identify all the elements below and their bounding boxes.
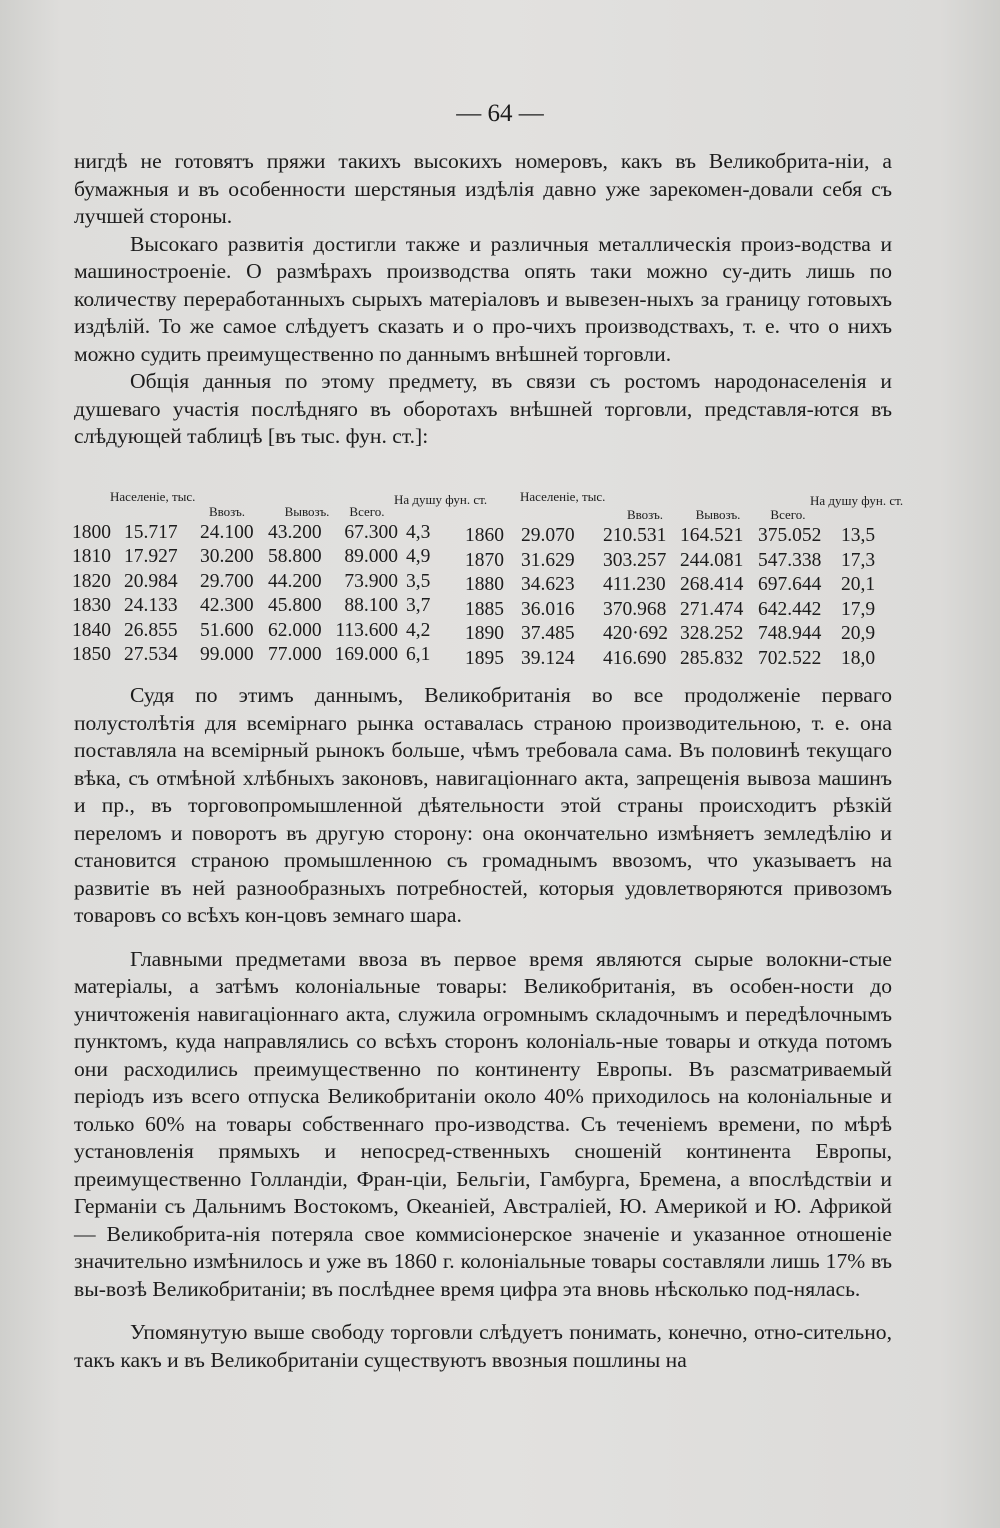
table-row xyxy=(72,546,462,570)
table-cell-imp: 51.600 xyxy=(200,619,254,641)
paragraph: Общія данныя по этому предмету, въ связи съ ростомъ народонаселенія и душеваго участія послѣдняго въ оборотахъ внѣшней торговли, представля-ются въ слѣдующей таблицѣ [въ тыс. фун. ст.]: xyxy=(74,369,892,448)
table-cell-imp: 29.700 xyxy=(200,570,254,592)
table-row xyxy=(72,571,462,595)
header-imports: Ввозъ. xyxy=(208,504,246,519)
header-population: Населеніе, тыс. xyxy=(520,489,606,504)
table-cell-year: 1810 xyxy=(72,546,111,568)
header-total: Всего. xyxy=(349,504,385,519)
table-cell-exp: 62.000 xyxy=(268,619,322,641)
table-cell-pop: 27.534 xyxy=(124,644,178,665)
table-cell-tot: 702.522 xyxy=(758,648,822,669)
table-cell-pc: 17,9 xyxy=(841,598,876,620)
table-cell-year: 1895 xyxy=(465,648,504,669)
table-cell-imp: 416.690 xyxy=(603,648,667,669)
table-cell-tot: 88.100 xyxy=(344,595,398,617)
table-cell-pc: 4,2 xyxy=(406,619,431,641)
table-cell-exp: 77.000 xyxy=(268,644,322,665)
table-cell-year: 1820 xyxy=(72,570,111,592)
table-row xyxy=(72,620,462,644)
table-cell-pop: 37.485 xyxy=(521,623,575,645)
table-row xyxy=(72,595,462,619)
table-cell-tot: 169.000 xyxy=(334,644,398,665)
table-cell-pop: 15.717 xyxy=(124,522,178,543)
table-cell-exp: 244.081 xyxy=(680,549,744,571)
table-cell-exp: 45.800 xyxy=(268,595,322,617)
table-cell-pc: 3,7 xyxy=(406,595,431,617)
table-cell-year: 1800 xyxy=(72,522,111,543)
table-row xyxy=(465,550,895,574)
table-cell-exp: 328.252 xyxy=(680,623,744,645)
table-cell-imp: 303.257 xyxy=(603,549,667,571)
table-cell-imp: 411.230 xyxy=(603,574,666,596)
header-total: Всего. xyxy=(770,507,806,522)
table-cell-year: 1890 xyxy=(465,623,504,645)
table-cell-tot: 642.442 xyxy=(758,598,822,620)
header-imports: Ввозъ. xyxy=(626,507,664,522)
header-per-capita: На душу фун. ст. xyxy=(810,493,904,508)
table-cell-pop: 24.133 xyxy=(124,595,178,617)
table-cell-pc: 4,9 xyxy=(406,546,431,568)
table-cell-pop: 36.016 xyxy=(521,598,575,620)
header-per-capita: На душу фун. ст. xyxy=(394,492,488,507)
table-row xyxy=(72,522,462,546)
table-cell-tot: 748.944 xyxy=(758,623,822,645)
table-cell-exp: 164.521 xyxy=(680,525,744,546)
table-cell-exp: 58.800 xyxy=(268,546,322,568)
table-cell-imp: 210.531 xyxy=(603,525,667,546)
table-cell-pop: 26.855 xyxy=(124,619,178,641)
table-cell-pc: 20,1 xyxy=(841,574,876,596)
table-cell-pop: 29.070 xyxy=(521,525,575,546)
table-cell-tot: 697.644 xyxy=(758,574,822,596)
text-bottom xyxy=(74,682,892,1374)
table-cell-pc: 18,0 xyxy=(841,648,876,669)
table-cell-tot: 67.300 xyxy=(344,522,398,543)
table-cell-year: 1830 xyxy=(72,595,111,617)
table-cell-imp: 24.100 xyxy=(200,522,254,543)
table-cell-exp: 271.474 xyxy=(680,598,744,620)
table-cell-year: 1870 xyxy=(465,549,504,571)
table-cell-pc: 17,3 xyxy=(841,549,876,571)
table-cell-imp: 99.000 xyxy=(200,644,254,665)
table-cell-pop: 39.124 xyxy=(521,648,575,669)
table-cell-pop: 31.629 xyxy=(521,549,575,571)
paragraph: нигдѣ не готовятъ пряжи такихъ высокихъ номеровъ, какъ въ Великобритa-ніи, а бумажныя и въ особенности шерстяныя издѣлія давно уже зарекомен-довали себя съ лучшей стороны. xyxy=(74,149,892,228)
table-cell-pop: 17.927 xyxy=(124,546,178,568)
table-cell-exp: 43.200 xyxy=(268,522,322,543)
table-cell-tot: 113.600 xyxy=(335,619,398,641)
table-row xyxy=(465,599,895,623)
table-row xyxy=(465,648,895,672)
table-cell-year: 1850 xyxy=(72,644,111,665)
table-cell-year: 1885 xyxy=(465,598,504,620)
table-cell-exp: 44.200 xyxy=(268,570,322,592)
header-population: Населеніе, тыс. xyxy=(110,489,196,504)
table-cell-pc: 3,5 xyxy=(406,570,431,592)
table-row xyxy=(72,644,462,668)
table-cell-exp: 268.414 xyxy=(680,574,744,596)
paragraph: Упомянутую выше свободу торговли слѣдуетъ понимать, конечно, отно-сительно, такъ какъ и въ Великобританіи существуютъ ввозныя пошлины на xyxy=(74,1320,892,1372)
table-cell-tot: 73.900 xyxy=(344,570,398,592)
table-row xyxy=(465,574,895,598)
header-exports: Вывозъ. xyxy=(695,507,741,522)
table-cell-pop: 20.984 xyxy=(124,570,178,592)
table-cell-imp: 370.968 xyxy=(603,598,667,620)
table-cell-pc: 20,9 xyxy=(841,623,876,645)
table-cell-year: 1860 xyxy=(465,525,504,546)
table-cell-pc: 6,1 xyxy=(406,644,431,665)
table-cell-imp: 42.300 xyxy=(200,595,254,617)
table-row xyxy=(465,525,895,549)
text-top xyxy=(74,148,892,451)
paragraph: Главными предметами ввоза въ первое время являются сырые волокни-стые матеріалы, а затѣмъ колоніальные товары: Великобританія, въ особен-ности до уничтоженія навигаціоннаго акта, служила огромнымъ складочнымъ и передѣлочнымъ пунктомъ, куда направлялись со всѣхъ сторонъ колоніаль-ные товары и откуда потомъ они расходились преимущественно по континенту Европы. Въ разсматриваемый періодъ изъ всего отпуска Великобританіи около 40% приходилось на колоніальные и только 60% на товары собственнаго про-изводства. Съ теченіемъ времени, по мѣрѣ установленія прямыхъ и непосред-ственныхъ сношеній континента Европы, преимущественно Голландіи, Фран-ціи, Бельгіи, Гамбурга, Бремена, а впослѣдствіи и Германіи съ Дальнимъ Востокомъ, Океаніей, Австраліей, Ю. Америкой и Ю. Африкой — Великобрита-нія потеряла свое коммисіонерское значеніе и указанное отношеніе значительно измѣнилось и уже въ 1860 г. колоніальные товары составляли лишь 17% въ вы-возѣ Великобританіи; въ послѣднее время цифра эта вновь нѣсколько под-нялась. xyxy=(74,946,892,1301)
table-cell-pc: 13,5 xyxy=(841,525,876,546)
table-cell-tot: 375.052 xyxy=(758,525,822,546)
table-cell-pop: 34.623 xyxy=(521,574,575,596)
header-exports: Вывозъ. xyxy=(284,504,330,519)
table-row xyxy=(465,623,895,647)
table-cell-year: 1840 xyxy=(72,619,111,641)
table-cell-tot: 547.338 xyxy=(758,549,822,571)
paragraph: Судя по этимъ даннымъ, Великобританія во все продолженіе перваго полустолѣтія для всемірнаго рынка оставалась страною производительною, т. е. она поставляла на всемірный рынокъ больше, чѣмъ требовала сама. Въ половинѣ текущаго вѣка, съ отмѣной хлѣбныхъ законовъ, навигаціоннаго акта, запрещенія вывоза машинъ и пр., въ торговопромышленной дѣятельности этой страны происходитъ рѣзкій переломъ и поворотъ въ другую сторону: она окончательно измѣняетъ земледѣлію и становится страною промышленною съ громаднымъ ввозомъ, что указываетъ на развитіе въ ней разнообразныхъ потребностей, которыя удовлетворяются привозомъ товаровъ со всѣхъ кон-цовъ земнаго шара. xyxy=(74,683,892,927)
page-number: — 64 — xyxy=(456,100,544,127)
table-cell-year: 1880 xyxy=(465,574,504,596)
table-cell-imp: 420·692 xyxy=(603,623,668,645)
table-cell-tot: 89.000 xyxy=(344,546,398,568)
table-cell-imp: 30.200 xyxy=(200,546,254,568)
table-cell-pc: 4,3 xyxy=(406,522,431,543)
paragraph: Высокаго развитія достигли также и различныя металлическія произ-водства и машиностроеніе. О размѣрахъ производства опять таки можно су-дить лишь по количеству переработанныхъ сырыхъ матеріаловъ и вывезен-ныхъ за границу готовыхъ издѣлій. То же самое слѣдуетъ сказать и о про-чихъ производствахъ, т. е. что о нихъ можно судить преимущественно по даннымъ внѣшней торговли. xyxy=(74,231,892,366)
table-cell-exp: 285.832 xyxy=(680,648,744,669)
